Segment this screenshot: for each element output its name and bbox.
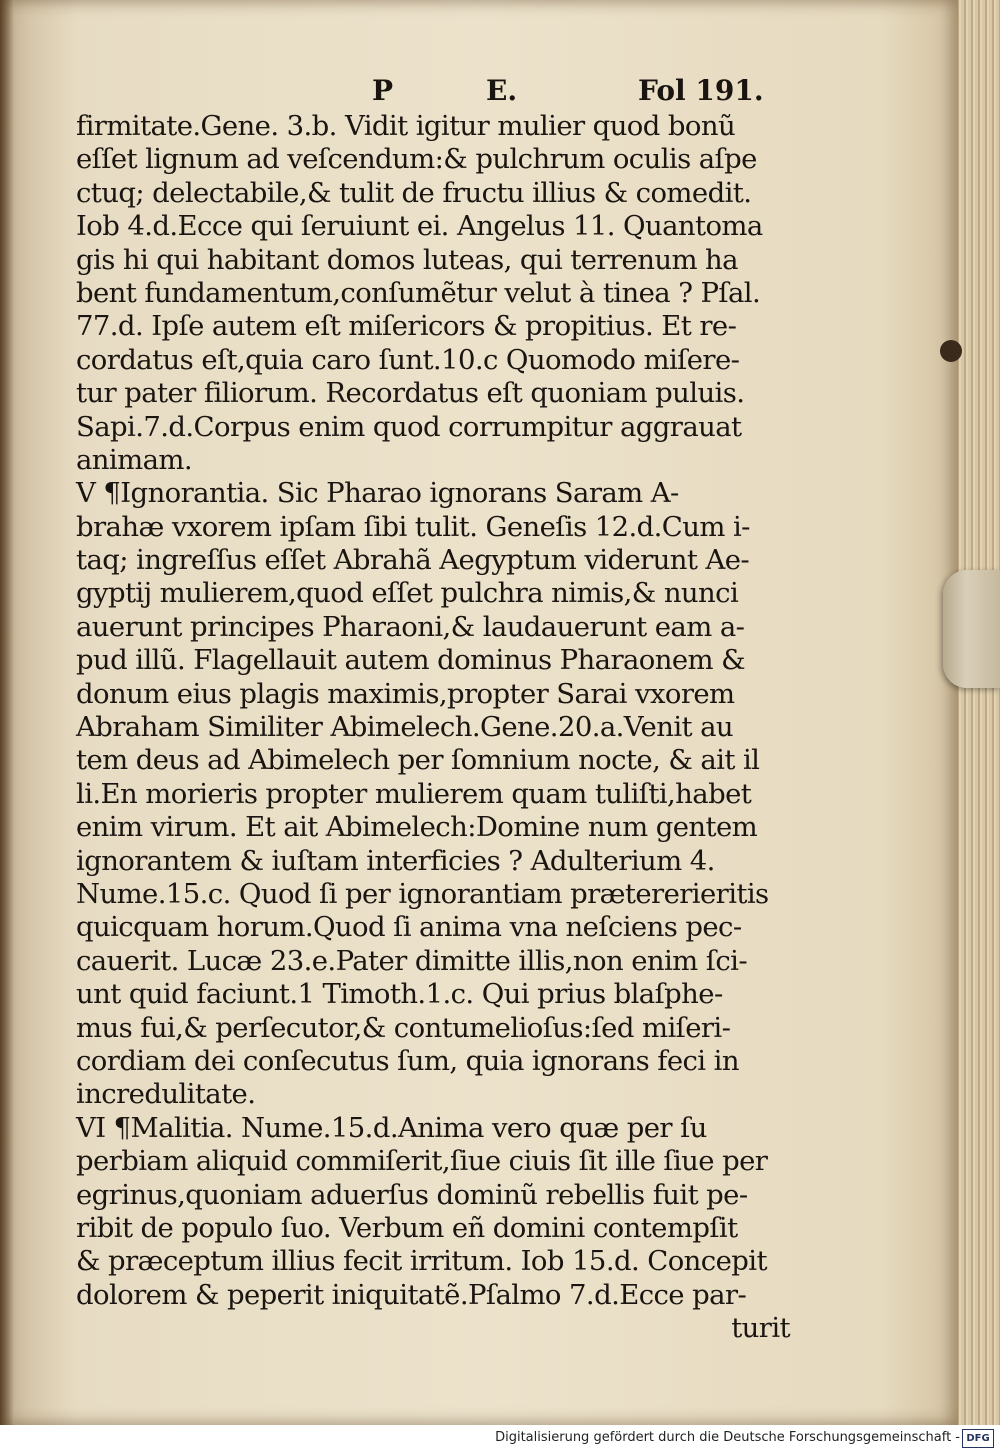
text-line: Abraham Similiter Abimelech.Gene.20.a.Venit au (76, 711, 734, 744)
page-header (0, 74, 958, 114)
page-hole (940, 340, 962, 362)
text-line: donum eius plagis maximis,propter Sarai vxorem (76, 677, 735, 710)
text-line: cordiam dei conſecutus ſum, quia ignorans feci in (76, 1044, 739, 1077)
text-line: cauerit. Lucæ 23.e.Pater dimitte illis,non enim ſci- (76, 944, 748, 977)
funding-credit: Digitalisierung gefördert durch die Deutsche Forschungsgemeinschaft - (495, 1430, 960, 1445)
text-line: taq; ingreſſus eſſet Abrahã Aegyptum viderunt Ae- (76, 544, 750, 577)
text-line: perbiam aliquid commiſerit,ſiue ciuis ſit ille ſiue per (76, 1145, 768, 1178)
clasp-tab (943, 570, 1000, 688)
text-line: eſſet lignum ad veſcendum:& pulchrum oculis aſpe (76, 143, 757, 176)
text-line: ribit de populo ſuo. Verbum eñ domini contempſit (76, 1211, 738, 1244)
text-line: quicquam horum.Quod ſi anima vna neſciens pec- (76, 911, 742, 944)
text-line: Sapi.7.d.Corpus enim quod corrumpitur aggrauat (76, 410, 742, 443)
text-line: li.En morieris propter mulierem quam tuliſti,habet (76, 777, 752, 810)
text-line: bent fundamentum,conſumẽtur velut à tinea ? Pſal. (76, 276, 761, 309)
text-line: enim virum. Et ait Abimelech:Domine num gentem (76, 811, 758, 844)
section-letter: E. (486, 74, 518, 107)
folio-number: Fol 191. (638, 74, 764, 107)
gutter-shadow (0, 0, 14, 1425)
text-line: VI ¶Malitia. Nume.15.d.Anima vero quæ per ſu (76, 1111, 707, 1144)
signature-mark: P (372, 74, 394, 107)
text-line: tur pater filiorum. Recordatus eſt quoniam puluis. (76, 377, 745, 410)
text-line: turit (731, 1312, 790, 1345)
text-line: dolorem & peperit iniquitatẽ.Pſalmo 7.d.Ecce par- (76, 1278, 747, 1311)
text-line: Iob 4.d.Ecce qui ſeruiunt ei. Angelus 11. Quantoma (76, 210, 763, 243)
text-line: cordatus eſt,quia caro ſunt.10.c Quomodo miſere- (76, 343, 740, 376)
text-line: egrinus,quoniam aduerſus dominũ rebellis fuit pe- (76, 1178, 748, 1211)
text-line: ctuq; delectabile,& tulit de fructu illius & comedit. (76, 176, 752, 209)
text-line: & præceptum illius fecit irritum. Iob 15.d. Concepit (76, 1245, 767, 1278)
text-line: mus fui,& perſecutor,& contumelioſus:ſed miſeri- (76, 1011, 731, 1044)
text-line: V ¶Ignorantia. Sic Pharao ignorans Saram A- (76, 477, 679, 510)
text-line: pud illũ. Flagellauit autem dominus Pharaonem & (76, 644, 746, 677)
text-line: auerunt principes Pharaoni,& laudauerunt eam a- (76, 610, 745, 643)
text-line: animam. (76, 443, 192, 476)
text-line: gyptij mulierem,quod eſſet pulchra nimis,& nunci (76, 577, 739, 610)
text-line: Nume.15.c. Quod ſi per ignorantiam prætererieritis (76, 877, 769, 910)
text-line: 77.d. Ipſe autem eſt miſericors & propitius. Et re- (76, 310, 737, 343)
dfg-logo: DFG (962, 1429, 994, 1448)
text-line: firmitate.Gene. 3.b. Vidit igitur mulier quod bonũ (76, 110, 736, 142)
text-line: incredulitate. (76, 1078, 256, 1111)
text-line: brahæ vxorem ipſam ſibi tulit. Geneſis 12.d.Cum i- (76, 510, 750, 543)
text-line: gis hi qui habitant domos luteas, qui terrenum ha (76, 243, 738, 276)
footer-bar (0, 1425, 1000, 1451)
text-line: ignorantem & iuſtam interficies ? Adulterium 4. (76, 844, 715, 877)
body-text (76, 110, 796, 1345)
text-line: unt quid faciunt.1 Timoth.1.c. Qui prius blaſphe- (76, 978, 723, 1011)
text-line: tem deus ad Abimelech per ſomnium nocte, & ait il (76, 744, 760, 777)
